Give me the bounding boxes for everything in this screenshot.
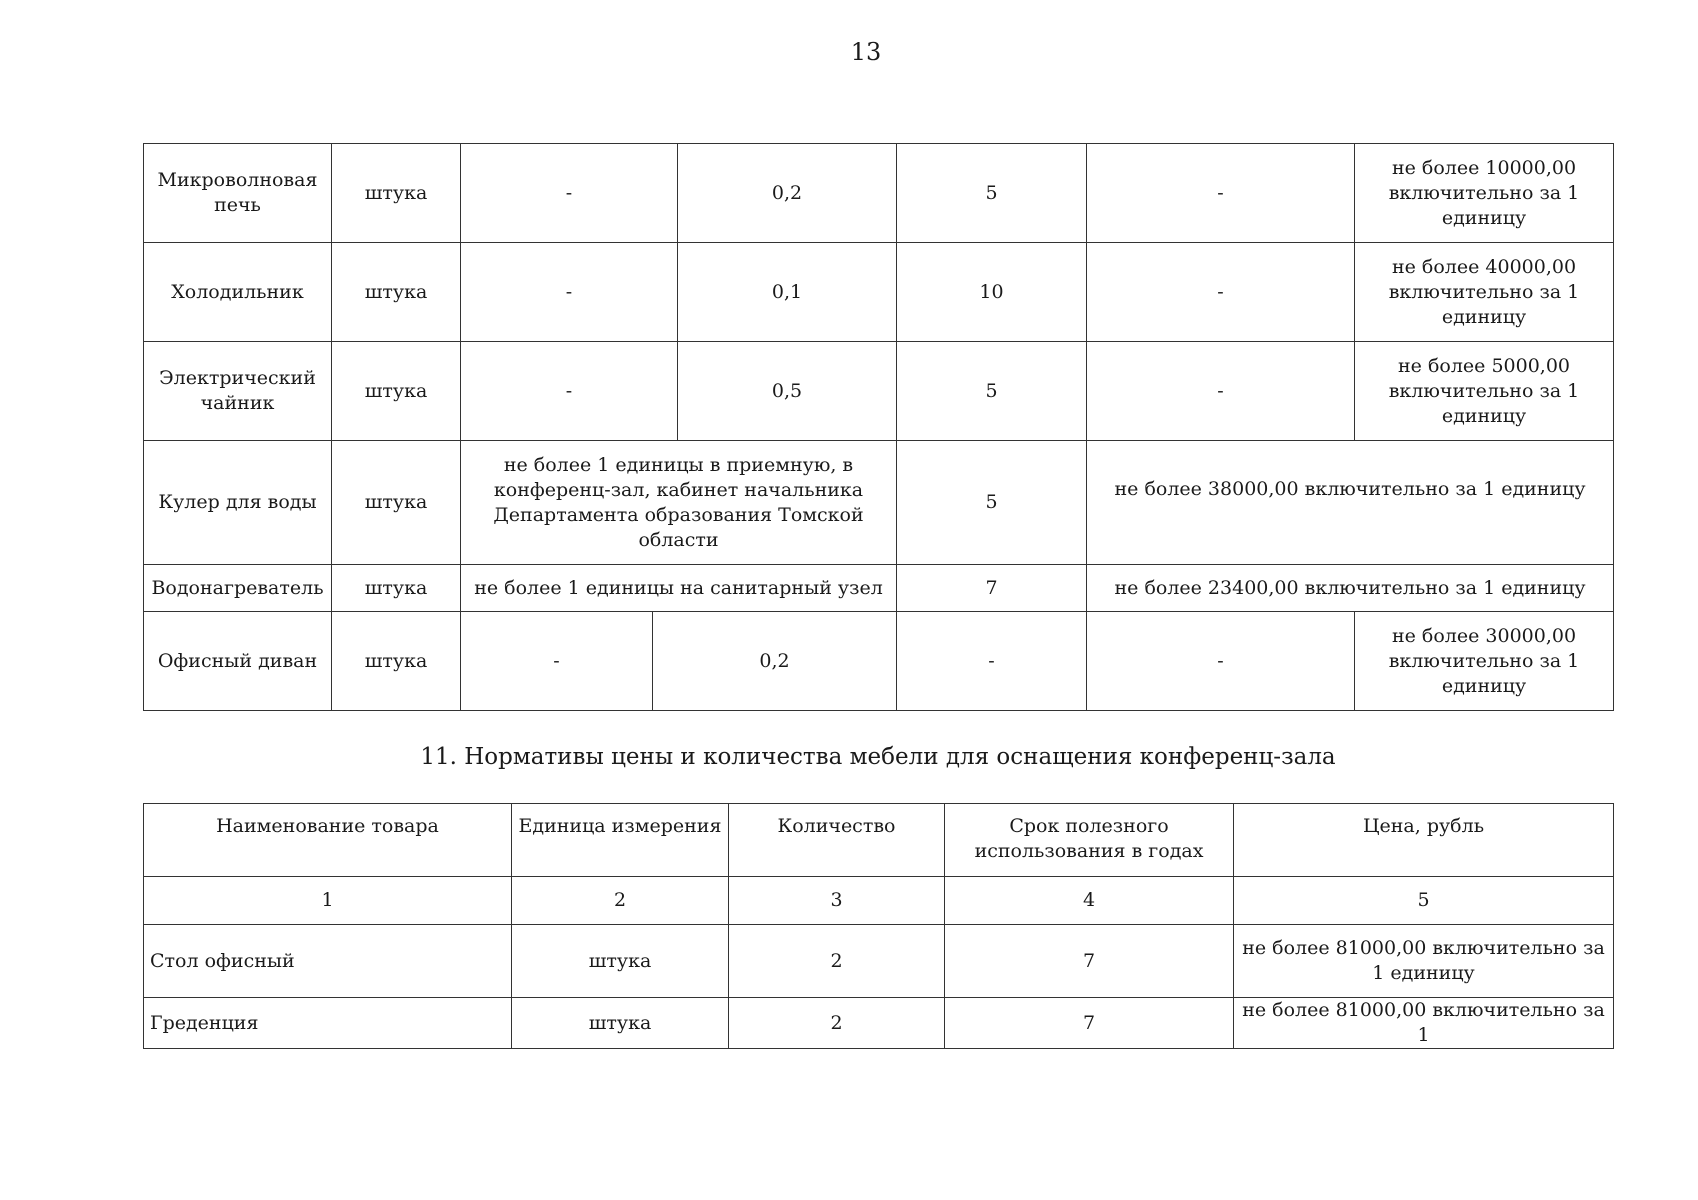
table-row bbox=[144, 144, 1614, 243]
column-header: Наименование товара bbox=[144, 804, 512, 877]
table-row bbox=[144, 998, 1614, 1049]
service-years-cell: 5 bbox=[897, 441, 1087, 565]
quantity-text-cell: не более 1 единицы на санитарный узел bbox=[461, 565, 897, 612]
coefficient-cell: 0,1 bbox=[678, 243, 897, 342]
column-header: Срок полезного использования в годах bbox=[945, 804, 1234, 877]
page-number: 13 bbox=[850, 38, 882, 66]
unit-cell: штука bbox=[512, 998, 729, 1049]
price-cell: не более 23400,00 включительно за 1 единицу bbox=[1087, 565, 1614, 612]
service-years-cell: 7 bbox=[945, 998, 1234, 1049]
coefficient-cell: 0,2 bbox=[678, 144, 897, 243]
price-cell: не более 38000,00 включительно за 1 единицу bbox=[1087, 441, 1614, 565]
column-number: 1 bbox=[144, 877, 512, 925]
unit-cell: штука bbox=[332, 243, 461, 342]
item-name-cell: Водонагреватель bbox=[144, 565, 332, 612]
unit-cell: штука bbox=[332, 612, 461, 711]
column-header: Цена, рубль bbox=[1234, 804, 1614, 877]
table-row bbox=[144, 612, 1614, 711]
unit-cell: штука bbox=[332, 441, 461, 565]
qty-norm-cell: - bbox=[461, 243, 678, 342]
column-number: 4 bbox=[945, 877, 1234, 925]
service-years-cell: 7 bbox=[945, 925, 1234, 998]
column-number: 2 bbox=[512, 877, 729, 925]
unit-cell: штука bbox=[512, 925, 729, 998]
column-header: Количество bbox=[729, 804, 945, 877]
table-row bbox=[144, 925, 1614, 998]
price-cell: не более 10000,00 включительно за 1 единицу bbox=[1355, 144, 1614, 243]
table-row bbox=[144, 565, 1614, 612]
qty-norm-cell: - bbox=[461, 144, 678, 243]
unit-cell: штука bbox=[332, 565, 461, 612]
qty-norm-cell: - bbox=[461, 342, 678, 441]
section-title: 11. Нормативы цены и количества мебели для оснащения конференц-зала bbox=[420, 744, 1336, 770]
item-name-cell: Микроволновая печь bbox=[144, 144, 332, 243]
column-number: 5 bbox=[1234, 877, 1614, 925]
price-cell: не более 40000,00 включительно за 1 единицу bbox=[1355, 243, 1614, 342]
unit-cell: штука bbox=[332, 342, 461, 441]
item-name-cell: Стол офисный bbox=[144, 925, 512, 998]
item-name-cell: Холодильник bbox=[144, 243, 332, 342]
extra-cell: - bbox=[1087, 243, 1355, 342]
coefficient-cell: 0,2 bbox=[653, 612, 897, 711]
unit-cell: штука bbox=[332, 144, 461, 243]
column-number: 3 bbox=[729, 877, 945, 925]
service-years-cell: 5 bbox=[897, 342, 1087, 441]
table-header-row bbox=[144, 804, 1614, 877]
service-years-cell: 10 bbox=[897, 243, 1087, 342]
table-row bbox=[144, 243, 1614, 342]
service-years-cell: 5 bbox=[897, 144, 1087, 243]
service-years-cell: - bbox=[897, 612, 1087, 711]
extra-cell: - bbox=[1087, 612, 1355, 711]
item-name-cell: Греденция bbox=[144, 998, 512, 1049]
furniture-table bbox=[143, 803, 1614, 1049]
column-header: Единица измерения bbox=[512, 804, 729, 877]
price-cell: не более 30000,00 включительно за 1 единицу bbox=[1355, 612, 1614, 711]
price-cell: не более 81000,00 включительно за 1 bbox=[1234, 998, 1614, 1049]
table-row bbox=[144, 441, 1614, 565]
column-number-row bbox=[144, 877, 1614, 925]
qty-norm-cell: - bbox=[461, 612, 653, 711]
item-name-cell: Кулер для воды bbox=[144, 441, 332, 565]
quantity-cell: 2 bbox=[729, 998, 945, 1049]
extra-cell: - bbox=[1087, 144, 1355, 243]
extra-cell: - bbox=[1087, 342, 1355, 441]
price-cell: не более 5000,00 включительно за 1 единицу bbox=[1355, 342, 1614, 441]
price-cell: не более 81000,00 включительно за 1 единицу bbox=[1234, 925, 1614, 998]
item-name-cell: Электрический чайник bbox=[144, 342, 332, 441]
service-years-cell: 7 bbox=[897, 565, 1087, 612]
coefficient-cell: 0,5 bbox=[678, 342, 897, 441]
table-row bbox=[144, 342, 1614, 441]
quantity-cell: 2 bbox=[729, 925, 945, 998]
item-name-cell: Офисный диван bbox=[144, 612, 332, 711]
equipment-table bbox=[143, 143, 1614, 711]
quantity-text-cell: не более 1 единицы в приемную, в конференц-зал, кабинет начальника Департамента образования Томской области bbox=[461, 441, 897, 565]
